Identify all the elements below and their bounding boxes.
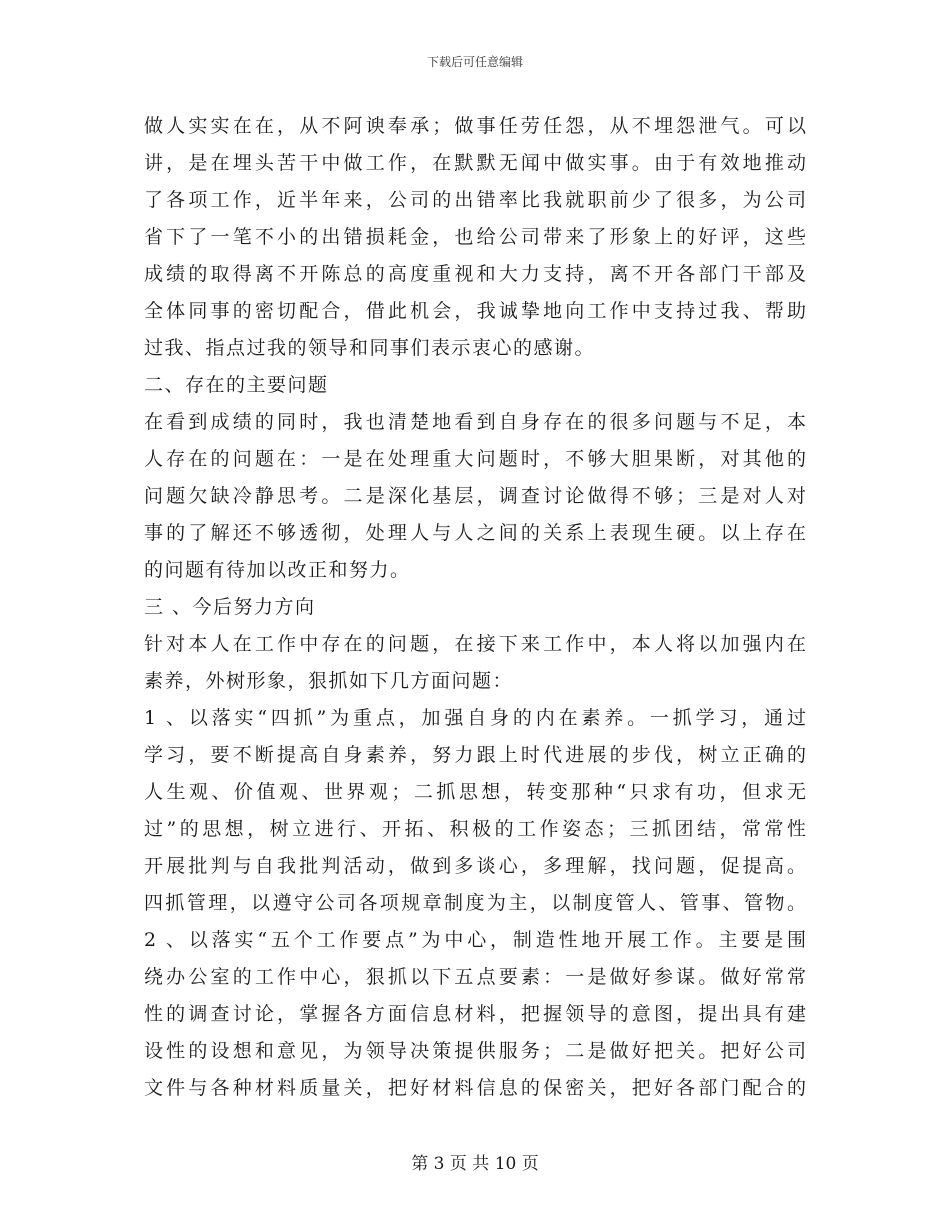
body-line: 全体同事的密切配合，借此机会，我诚挚地向工作中支持过我、帮助 — [144, 300, 806, 322]
page-number-footer: 第 3 页 共 10 页 — [411, 1154, 539, 1174]
document-body — [144, 108, 806, 1107]
body-line: 人生观、价值观、世界观；二抓思想，转变那种“只求有功，但求无 — [144, 781, 806, 803]
body-line: 绕办公室的工作中心，狠抓以下五点要素：一是做好参谋。做好常常 — [144, 966, 806, 988]
body-line: 省下了一笔不小的出错损耗金，也给公司带来了形象上的好评，这些 — [144, 226, 806, 248]
body-line: 过”的思想，树立进行、开拓、积极的工作姿态；三抓团结，常常性 — [144, 818, 806, 840]
body-line: 文件与各种材料质量关，把好材料信息的保密关，把好各部门配合的 — [144, 1077, 806, 1099]
page-header: 下载后可任意编辑 — [426, 55, 523, 69]
body-line: 做人实实在在，从不阿谀奉承；做事任劳任怨，从不埋怨泄气。可以 — [144, 115, 806, 137]
body-line: 过我、指点过我的领导和同事们表示衷心的感谢。 — [144, 337, 596, 359]
body-line: 问题欠缺冷静思考。二是深化基层，调查讨论做得不够；三是对人对 — [144, 485, 806, 507]
body-line: 讲，是在埋头苦干中做工作，在默默无闻中做实事。由于有效地推动 — [144, 152, 806, 174]
body-line: 2 、以落实“五个工作要点”为中心，制造性地开展工作。主要是围 — [144, 929, 806, 951]
body-line: 成绩的取得离不开陈总的高度重视和大力支持，离不开各部门干部及 — [144, 263, 806, 285]
body-line: 了各项工作，近半年来，公司的出错率比我就职前少了很多，为公司 — [144, 189, 806, 211]
body-line: 针对本人在工作中存在的问题，在接下来工作中，本人将以加强内在 — [144, 633, 806, 655]
body-line: 在看到成绩的同时，我也清楚地看到自身存在的很多问题与不足，本 — [144, 411, 806, 433]
body-line: 人存在的问题在：一是在处理重大问题时，不够大胆果断，对其他的 — [144, 448, 806, 470]
body-line: 的问题有待加以改正和努力。 — [144, 559, 411, 581]
body-line: 性的调查讨论，掌握各方面信息材料，把握领导的意图，提出具有建 — [144, 1003, 806, 1025]
section-heading: 二、存在的主要问题 — [144, 374, 329, 396]
body-line: 开展批判与自我批判活动，做到多谈心，多理解，找问题，促提高。 — [144, 855, 806, 877]
body-line: 事的了解还不够透彻，处理人与人之间的关系上表现生硬。以上存在 — [144, 522, 806, 544]
body-line: 四抓管理，以遵守公司各项规章制度为主，以制度管人、管事、管物。 — [144, 892, 806, 914]
section-heading: 三 、今后努力方向 — [144, 596, 316, 618]
body-line: 学习，要不断提高自身素养，努力跟上时代进展的步伐，树立正确的 — [144, 744, 806, 766]
body-line: 1 、以落实“四抓”为重点，加强自身的内在素养。一抓学习，通过 — [144, 707, 806, 729]
body-line: 设性的设想和意见，为领导决策提供服务；二是做好把关。把好公司 — [144, 1040, 806, 1062]
body-line: 素养，外树形象，狠抓如下几方面问题： — [144, 670, 514, 692]
